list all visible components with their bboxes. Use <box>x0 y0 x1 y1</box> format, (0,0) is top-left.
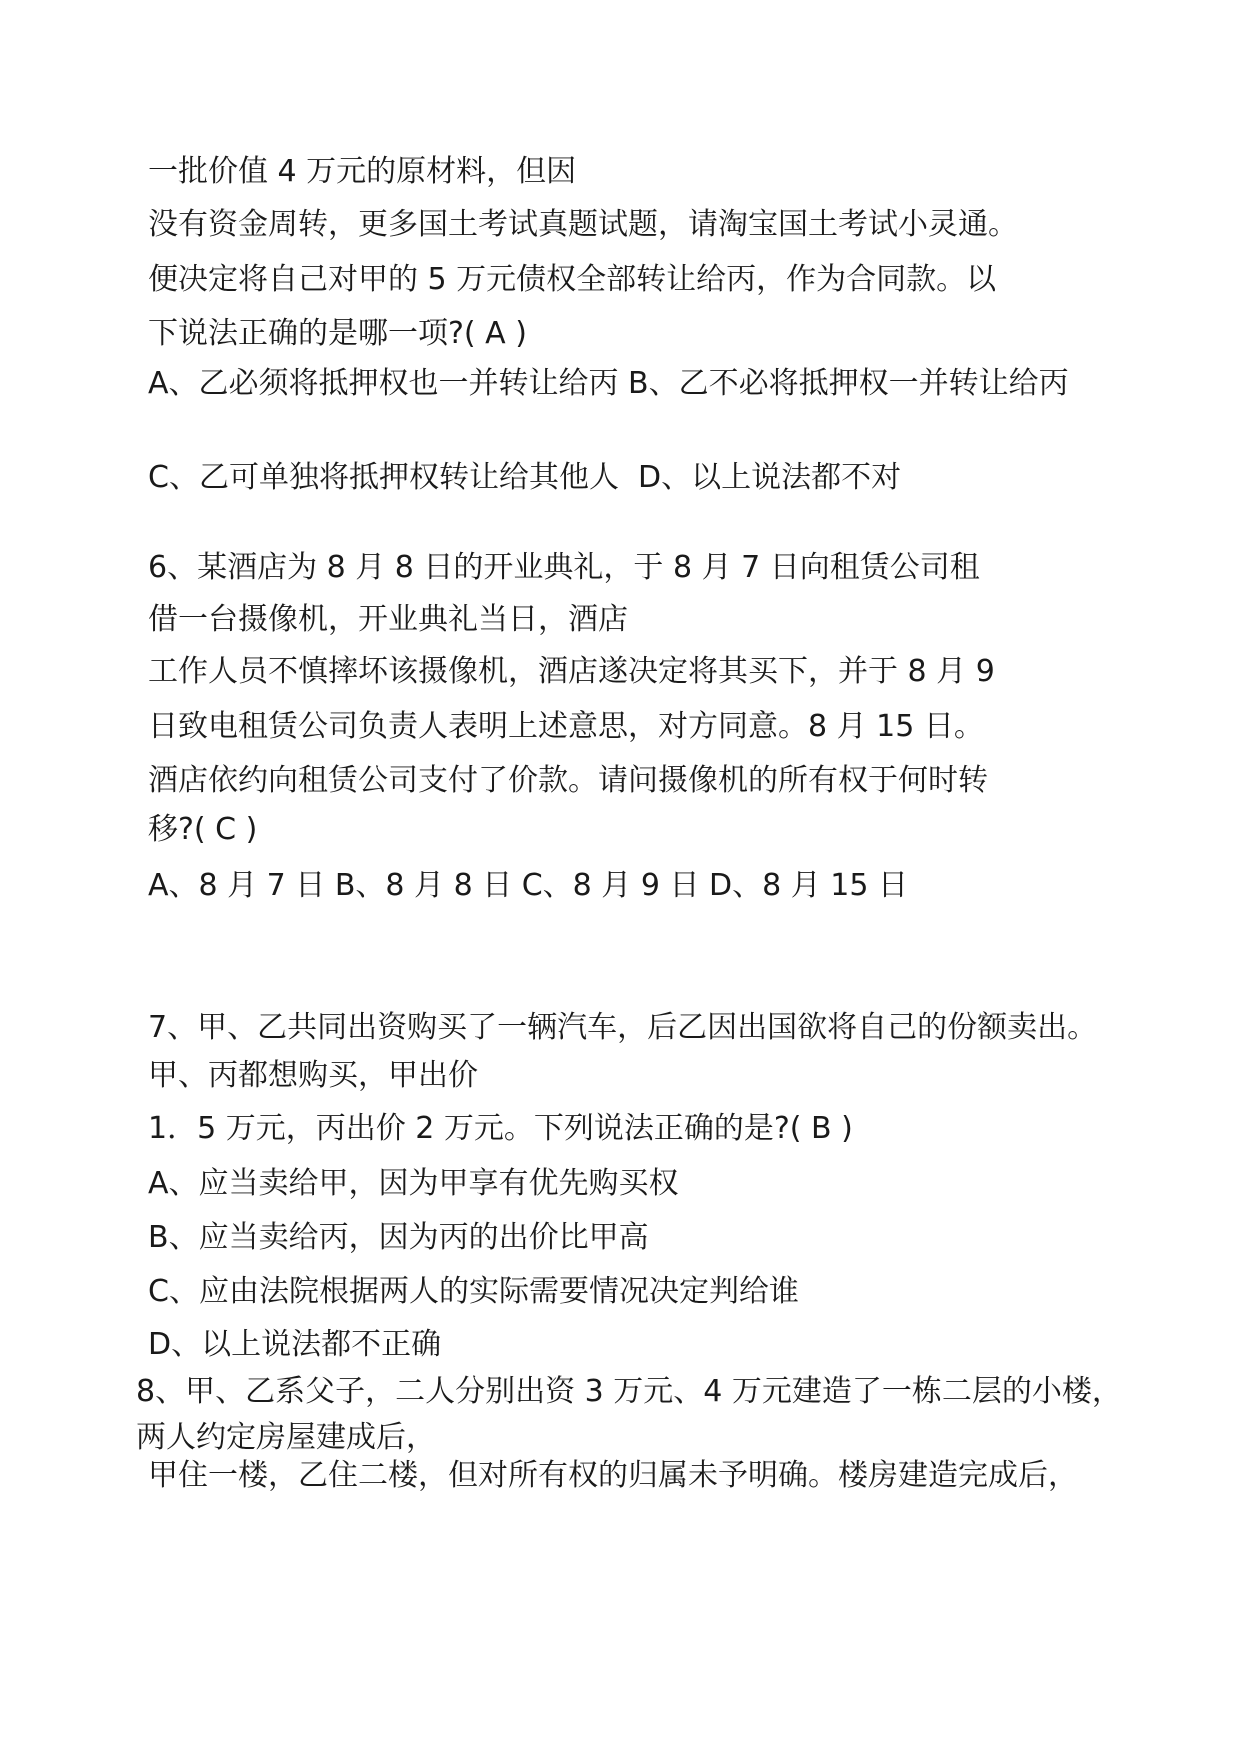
text-line: 7、甲、乙共同出资购买了一辆汽车，后乙因出国欲将自己的份额卖出。甲、丙都想购买，甲出价 <box>148 1010 1098 1093</box>
text-line: A、乙必须将抵押权也一并转让给丙 B、乙不必将抵押权一并转让给丙 <box>148 366 1069 401</box>
text-line: 没有资金周转，更多国土考试真题试题，请淘宝国土考试小灵通。 <box>148 207 1018 242</box>
text-line: B、应当卖给丙，因为丙的出价比甲高 <box>148 1220 649 1255</box>
text-line: 下说法正确的是哪一项?( A ) <box>148 316 527 351</box>
text-line: 便决定将自己对甲的 5 万元债权全部转让给丙，作为合同款。以 <box>148 262 997 297</box>
text-line: 移?( C ) <box>148 812 258 847</box>
text-line: 甲住一楼，乙住二楼，但对所有权的归属未予明确。楼房建造完成后， <box>148 1458 1078 1493</box>
text-line: 1．5 万元，丙出价 2 万元。下列说法正确的是?( B ) <box>148 1111 853 1146</box>
text-line: 借一台摄像机，开业典礼当日，酒店 <box>148 602 628 637</box>
text-line: 工作人员不慎摔坏该摄像机，酒店遂决定将其买下，并于 8 月 9 <box>148 654 995 689</box>
text-line: 酒店依约向租赁公司支付了价款。请问摄像机的所有权于何时转 <box>148 763 988 798</box>
text-line: C、乙可单独将抵押权转让给其他人 D、以上说法都不对 <box>148 460 902 495</box>
text-line: 日致电租赁公司负责人表明上述意思，对方同意。8 月 15 日。 <box>148 709 984 744</box>
text-line: A、应当卖给甲，因为甲享有优先购买权 <box>148 1166 679 1201</box>
text-line: 6、某酒店为 8 月 8 日的开业典礼，于 8 月 7 日向租赁公司租 <box>148 550 980 585</box>
text-line: 一批价值 4 万元的原材料，但因 <box>148 154 577 189</box>
text-line: 8、甲、乙系父子，二人分别出资 3 万元、4 万元建造了一栋二层的小楼，两人约定房屋建成后， <box>136 1374 1122 1455</box>
text-line: C、应由法院根据两人的实际需要情况决定判给谁 <box>148 1274 799 1309</box>
text-line: D、以上说法都不正确 <box>148 1327 442 1362</box>
text-line: A、8 月 7 日 B、8 月 8 日 C、8 月 9 日 D、8 月 15 日 <box>148 868 908 903</box>
